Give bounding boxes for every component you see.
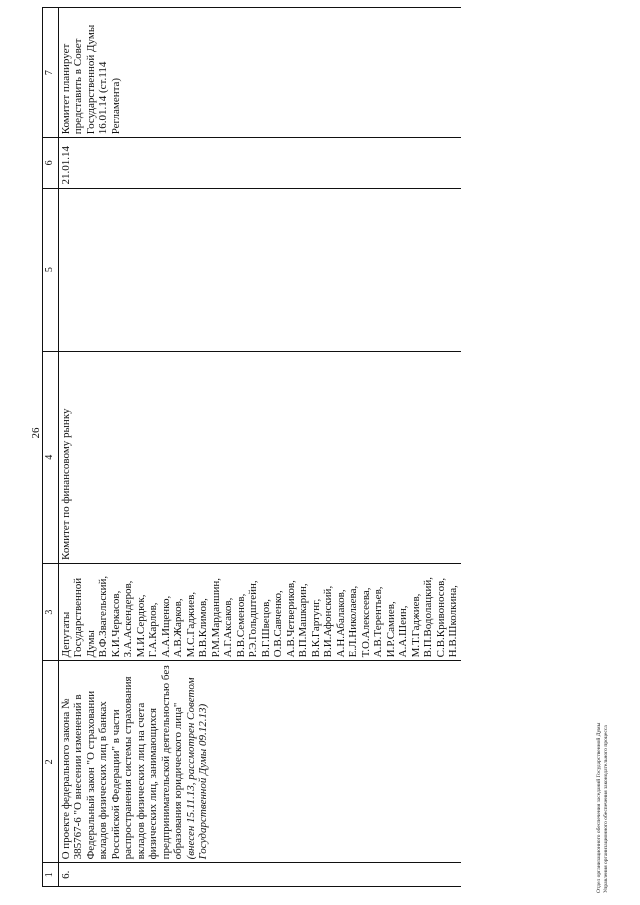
column-header-5: 5 xyxy=(43,188,59,351)
column-header-1: 1 xyxy=(43,863,59,887)
footer-line-2: Управления организационного обеспечения законодательного процесса xyxy=(603,725,609,893)
deputy-name: Н.В.Школкина, xyxy=(447,585,459,658)
deputy-name: З.А.Аскендеров, xyxy=(122,580,134,658)
deputy-name: В.К.Гартунг, xyxy=(309,598,322,658)
column-5-cell xyxy=(58,188,461,351)
footer-line-1: Отдел организационного обеспечения заседаний Государственной Думы xyxy=(596,722,602,893)
deputy-name: В.П.Водолацкий, xyxy=(422,576,434,658)
deputy-name: Г.А.Карлов, xyxy=(147,602,159,658)
deputy-name: Е.Л.Николаева, xyxy=(347,585,359,658)
bill-title-cell xyxy=(58,661,461,863)
deputy-name: А.В.Жарков, xyxy=(172,598,184,658)
column-header-2: 2 xyxy=(43,661,59,863)
deputy-name: В.В.Семенов, xyxy=(234,593,247,658)
initiators-head: Депутаты Государственной Думы xyxy=(59,577,97,658)
column-header-7: 7 xyxy=(43,8,59,138)
deputy-name: В.П.Машкарин, xyxy=(297,583,309,658)
deputy-name: А.Г.Аксаков, xyxy=(222,597,234,658)
initiators-cell xyxy=(58,563,461,660)
deputy-name: А.В.Четвериков, xyxy=(284,580,297,658)
date-cell: 21.01.14 xyxy=(58,138,461,188)
deputies-list xyxy=(97,567,460,657)
bills-table xyxy=(42,7,461,887)
deputy-name: М.С.Гаджиев, xyxy=(184,591,197,658)
column-header-6: 6 xyxy=(43,138,59,188)
page-number: 26 xyxy=(30,427,42,439)
deputy-name: В.В.Климов, xyxy=(197,598,209,658)
deputy-name: М.И.Сердюк, xyxy=(134,594,147,658)
bill-submission-note: (внесен 15.11.13, рассмотрен Советом Государственной Думы 09.12.13) xyxy=(184,677,209,860)
deputy-name: Р.М.Марданшин, xyxy=(209,577,222,658)
deputy-name: К.И.Черкасов, xyxy=(109,590,122,658)
deputy-name: Р.Э.Гольдштейн, xyxy=(247,580,259,658)
deputy-name: А.А.Ищенко, xyxy=(159,595,172,658)
bill-title: О проекте федерального закона № 385767-6 "О внесении изменений в Федеральный закон "О страховании вкладов физических лиц в банках Российской Федерации" в части распространения системы страхования вкладов физических лиц на счета физических лиц, занимающихся предпринимательской деятельностью без образования юридического лица" xyxy=(59,665,184,860)
row-number: 6. xyxy=(58,863,461,887)
note-cell: Комитет планирует представить в Совет Государственной Думы 16.01.14 (ст.114 Регламента) xyxy=(58,8,461,138)
column-number-row xyxy=(43,8,59,887)
deputy-name: О.В.Савченко, xyxy=(272,590,284,658)
table-row xyxy=(58,8,461,887)
committee-cell: Комитет по финансовому рынку xyxy=(58,351,461,563)
deputy-name: М.Т.Гаджиев, xyxy=(409,593,422,658)
footer xyxy=(596,493,610,893)
deputy-name: А.Н.Абалаков, xyxy=(334,589,347,658)
column-header-4: 4 xyxy=(43,351,59,563)
deputy-name: А.А.Шеин, xyxy=(397,605,409,658)
deputy-name: И.Р.Самиев, xyxy=(384,601,397,658)
deputy-name: В.И.Афонский, xyxy=(322,585,334,658)
column-header-3: 3 xyxy=(43,563,59,660)
deputy-name: А.В.Терентьев, xyxy=(372,586,384,658)
deputy-name: В.Г.Швецов, xyxy=(259,598,272,658)
deputy-name: С.В.Кривоносов, xyxy=(434,577,447,658)
deputy-name: Т.О.Алексеева, xyxy=(359,587,372,658)
deputy-name: В.Ф.Звагельский, xyxy=(97,575,109,658)
